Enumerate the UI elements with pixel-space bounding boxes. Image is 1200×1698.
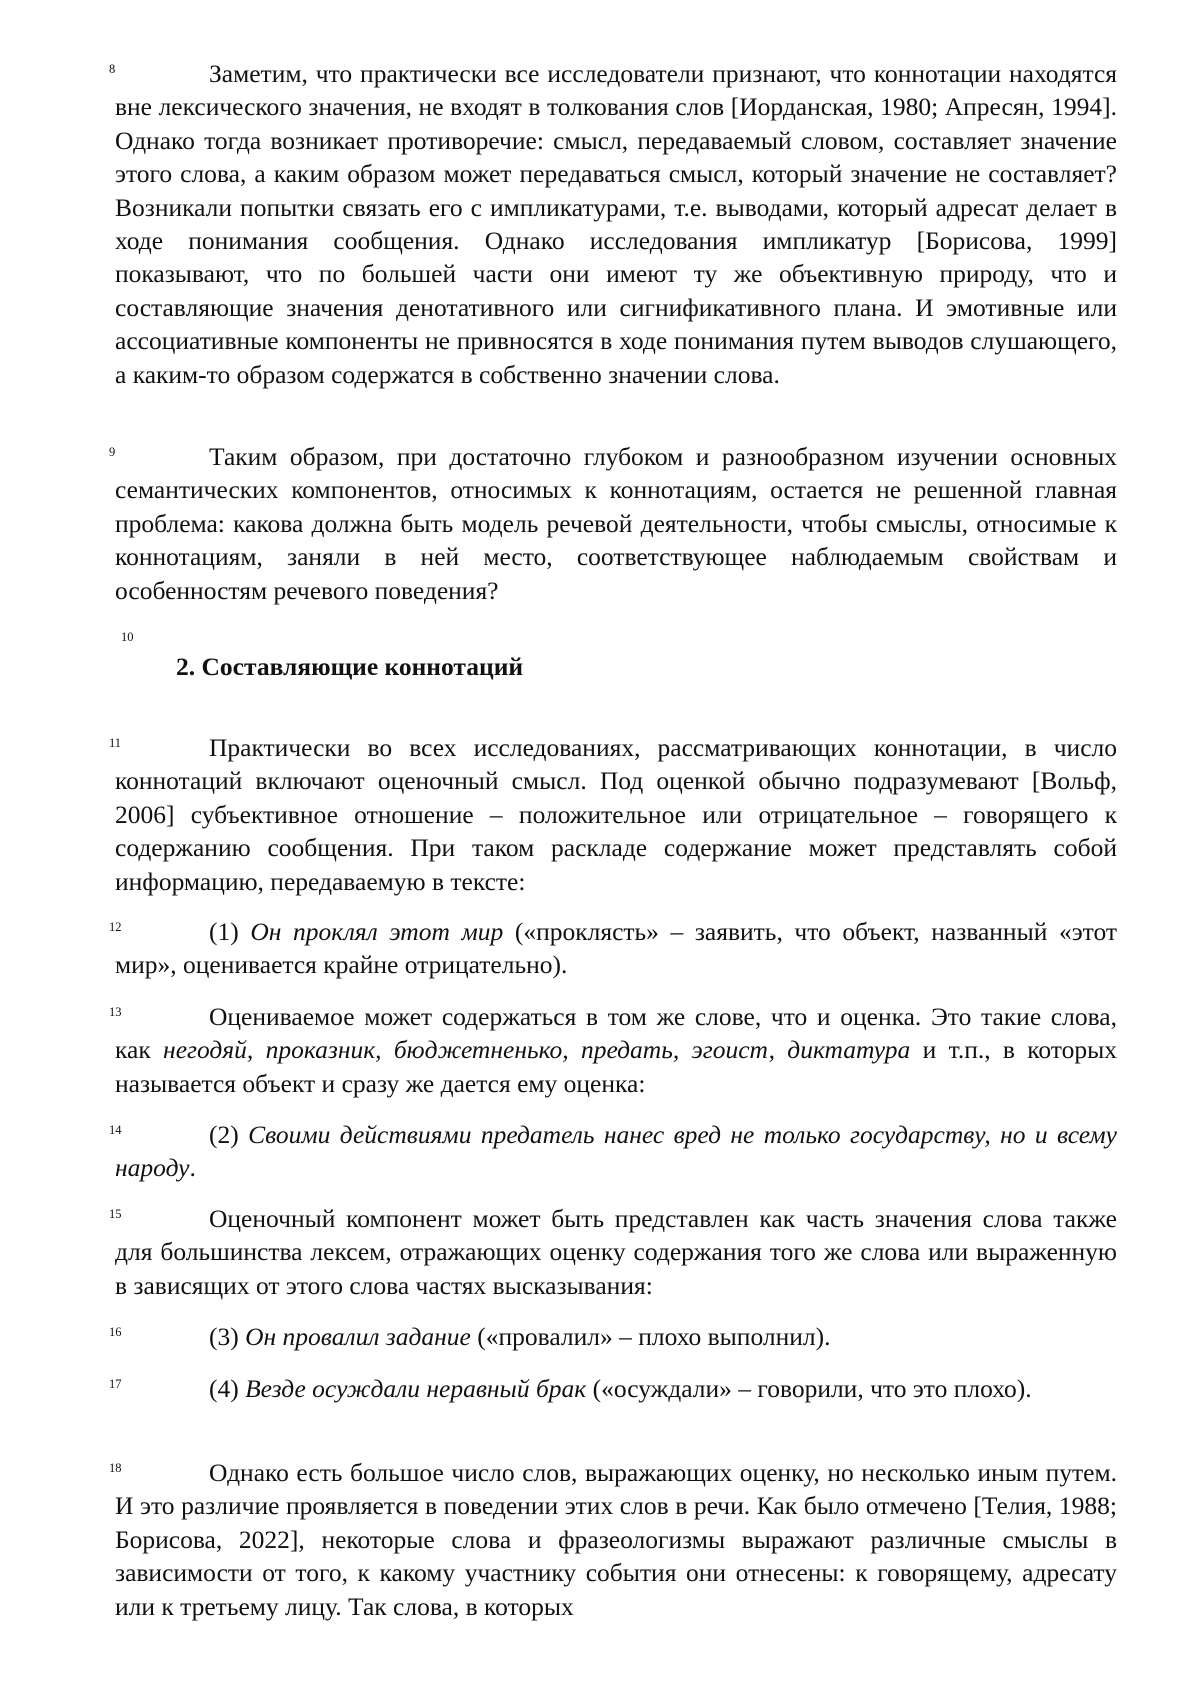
paragraph	[115, 1000, 1117, 1100]
paragraph-text: Оцениваемое может содержаться в том же слове, что и оценка. Это такие слова, как	[115, 1002, 1117, 1064]
paragraph-text: («проклясть» – заявить, что объект, названный «этот мир», оценивается крайне отрицательно).	[115, 917, 1117, 979]
paragraph	[115, 1202, 1117, 1302]
paragraph-number: 9	[109, 436, 115, 469]
paragraph	[115, 1320, 1117, 1353]
paragraph-number: 17	[109, 1368, 122, 1401]
example-italic-text: Он проклял этот мир	[250, 917, 503, 946]
paragraph-text: и т.п., в которых называется объект и сразу же дается ему оценка:	[115, 1035, 1117, 1097]
paragraph-text: (1)	[209, 917, 250, 946]
paragraph-text: (3)	[209, 1322, 245, 1351]
example-italic-text: Он провалил задание	[245, 1322, 471, 1351]
paragraph-text: (2)	[209, 1120, 248, 1149]
paragraph-text: Однако есть большое число слов, выражающих оценку, но несколько иным путем. И это различие проявляется в поведении этих слов в речи. Как было отмечено [Телия, 1988; Борисова, 2022], некоторые слова и фразеологизмы выражают различные смыслы в зависимости от того, к какому участнику события они отнесены: к говорящему, адресату или к третьему лицу. Так слова, в которых	[115, 1458, 1117, 1621]
paragraph-number: 18	[109, 1452, 122, 1485]
paragraph-text: («осуждали» – говорили, что это плохо).	[586, 1374, 1031, 1403]
paragraph-text: Практически во всех исследованиях, рассматривающих коннотации, в число коннотаций включают оценочный смысл. Под оценкой обычно подразумевают [Вольф, 2006] субъективное отношение – положительное или отрицательное – говорящего к содержанию сообщения. При таком раскладе содержание может представлять собой информацию, передаваемую в тексте:	[115, 733, 1117, 896]
paragraph	[115, 57, 1117, 391]
paragraph-number: 15	[109, 1198, 122, 1231]
example-italic-text: негодяй, проказник, бюджетненько, предать, эгоист, диктатура	[163, 1035, 910, 1064]
example-italic-text: Везде осуждали неравный брак	[245, 1374, 586, 1403]
paragraph-number: 14	[109, 1114, 122, 1147]
paragraph-number: 8	[109, 53, 115, 86]
paragraph	[115, 731, 1117, 898]
paragraph-number: 11	[109, 727, 121, 760]
paragraph-text: («провалил» – плохо выполнил).	[471, 1322, 831, 1351]
paragraph-number: 10	[121, 630, 134, 645]
paragraph-number: 16	[109, 1316, 122, 1349]
section-heading: 2. Составляющие коннотаций	[176, 652, 523, 682]
paragraph	[115, 1118, 1117, 1185]
paragraph-text: .	[189, 1153, 195, 1182]
paragraph-number: 12	[109, 911, 122, 944]
example-italic-text: Своими действиями предатель нанес вред не только государству, но и всему народу	[115, 1120, 1117, 1182]
paragraph-text: Таким образом, при достаточно глубоком и разнообразном изучении основных семантических компонентов, относимых к коннотациям, остается не решенной главная проблема: какова должна быть модель речевой деятельности, чтобы смыслы, относимые к коннотациям, заняли в ней место, соответствующее наблюдаемым свойствам и особенностям речевого поведения?	[115, 442, 1117, 605]
paragraph-text: Оценочный компонент может быть представлен как часть значения слова также для большинства лексем, отражающих оценку содержания того же слова или выраженную в зависящих от этого слова частях высказывания:	[115, 1204, 1117, 1300]
paragraph-text: (4)	[209, 1374, 245, 1403]
paragraph	[115, 915, 1117, 982]
paragraph-number: 13	[109, 996, 122, 1029]
paragraph	[115, 1456, 1117, 1623]
paragraph-text: Заметим, что практически все исследователи признают, что коннотации находятся вне лексического значения, не входят в толкования слов [Иорданская, 1980; Апресян, 1994]. Однако тогда возникает противоречие: смысл, передаваемый словом, составляет значение этого слова, а каким образом может передаваться смысл, который значение не составляет? Возникали попытки связать его с импликатурами, т.е. выводами, который адресат делает в ходе понимания сообщения. Однако исследования импликатур [Борисова, 1999] показывают, что по большей части они имеют ту же объективную природу, что и составляющие значения денотативного или сигнификативного плана. И эмотивные или ассоциативные компоненты не привносятся в ходе понимания путем выводов слушающего, а каким-то образом содержатся в собственно значении слова.	[115, 59, 1117, 389]
paragraph	[115, 440, 1117, 607]
paragraph	[115, 1372, 1117, 1405]
